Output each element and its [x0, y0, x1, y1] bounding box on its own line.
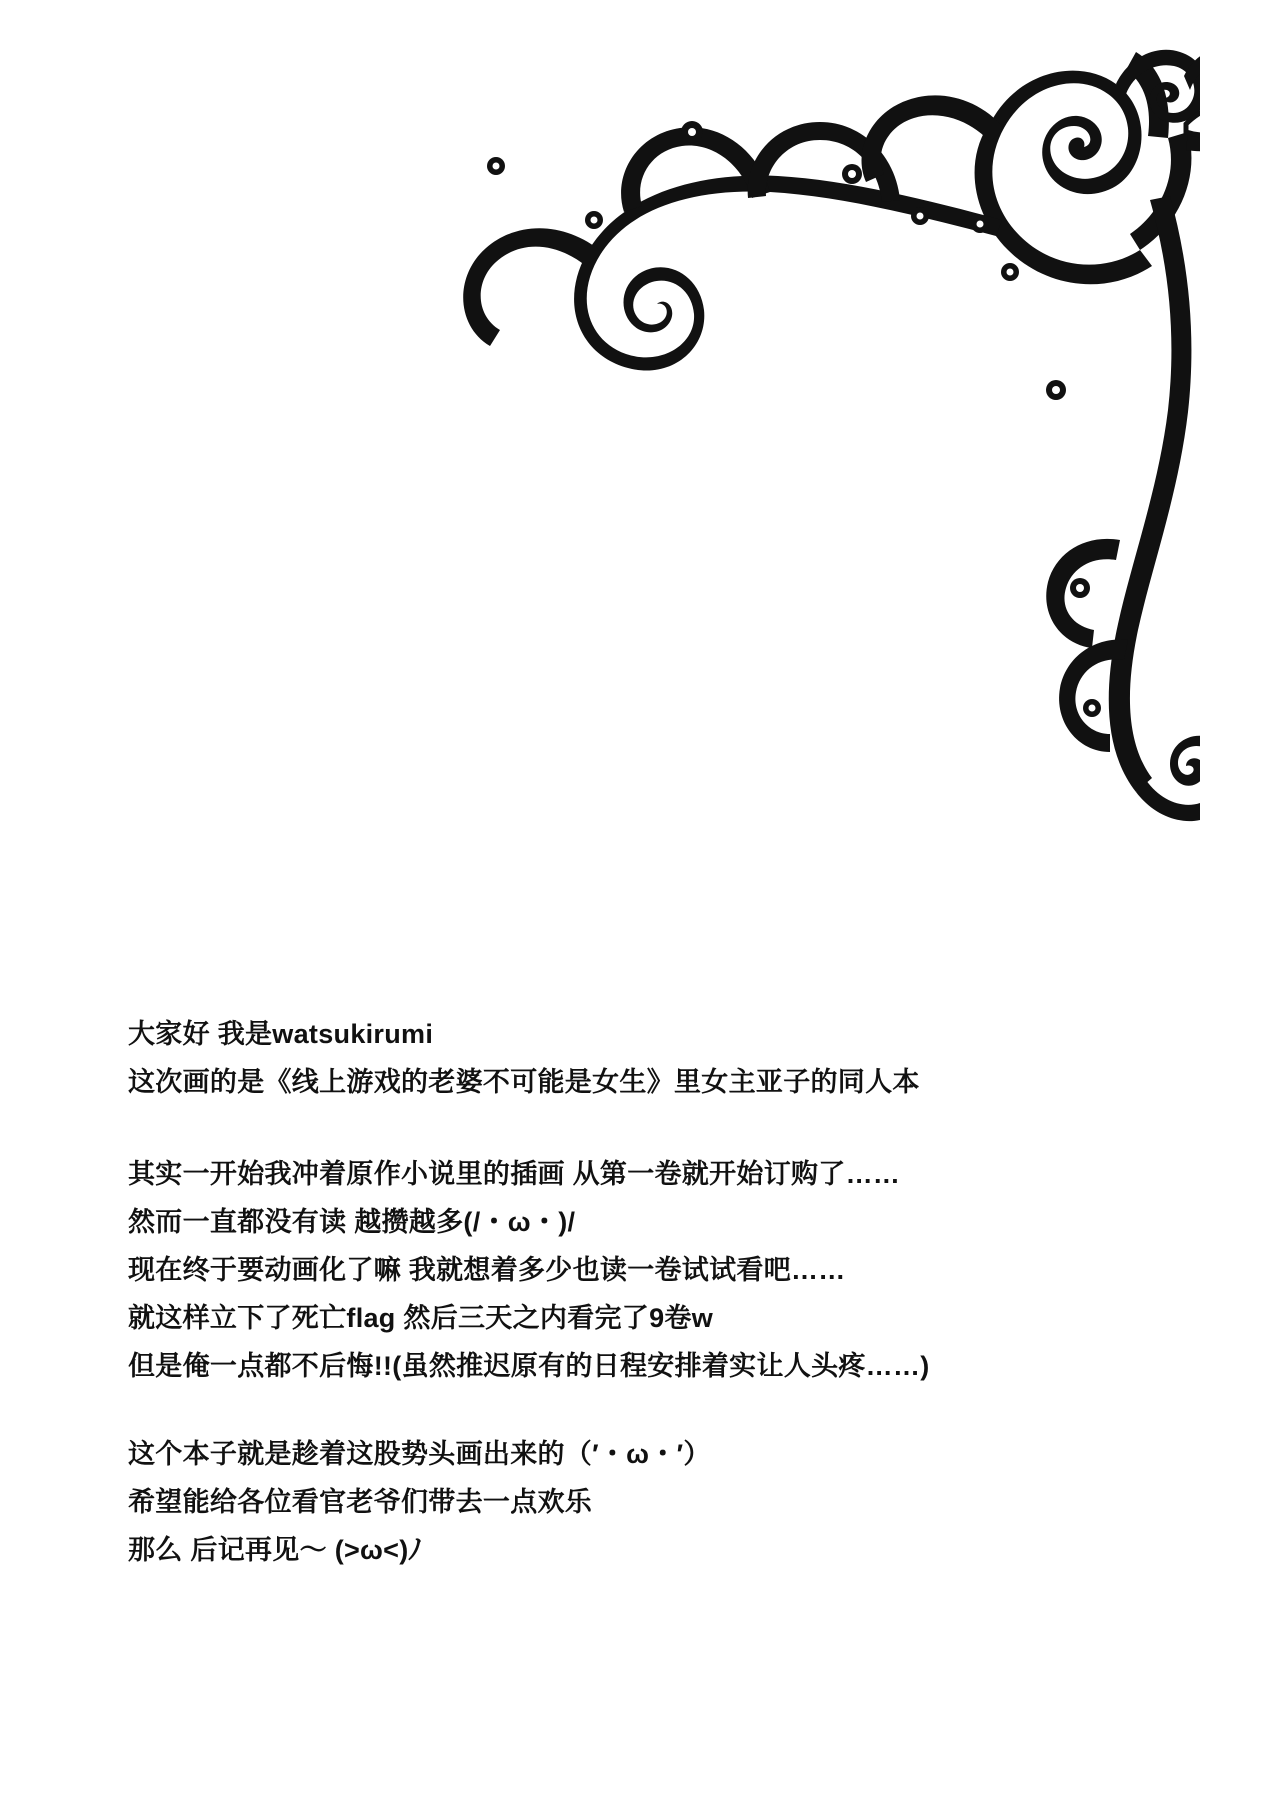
afterword-line: 现在终于要动画化了嘛 我就想着多少也读一卷试试看吧……: [128, 1255, 846, 1285]
afterword-closing: [128, 1430, 1188, 1574]
afterword-line: 大家好 我是watsukirumi: [128, 1019, 434, 1049]
afterword-line: 这个本子就是趁着这股势头画出来的（′・ω・′）: [128, 1439, 711, 1469]
paragraph-gap: [128, 1390, 1188, 1430]
afterword-intro: [128, 1010, 1188, 1106]
afterword-line: 其实一开始我冲着原作小说里的插画 从第一卷就开始订购了……: [128, 1159, 901, 1189]
afterword-line: 但是俺一点都不后悔!!(虽然推迟原有的日程安排着实让人头疼……): [128, 1351, 930, 1381]
floral-swirl-corner-ornament: [380, 40, 1200, 920]
afterword-text: [128, 1010, 1188, 1574]
paragraph-gap: [128, 1106, 1188, 1150]
afterword-line: 然而一直都没有读 越攒越多(/・ω・)/: [128, 1207, 576, 1237]
afterword-line: 就这样立下了死亡flag 然后三天之内看完了9卷w: [128, 1303, 714, 1333]
afterword-line: 这次画的是《线上游戏的老婆不可能是女生》里女主亚子的同人本: [128, 1067, 920, 1097]
afterword-line: 希望能给各位看官老爷们带去一点欢乐: [128, 1487, 593, 1517]
afterword-line: 那么 后记再见～ (>ω<)ﾉ: [128, 1535, 423, 1565]
afterword-body: [128, 1150, 1188, 1390]
